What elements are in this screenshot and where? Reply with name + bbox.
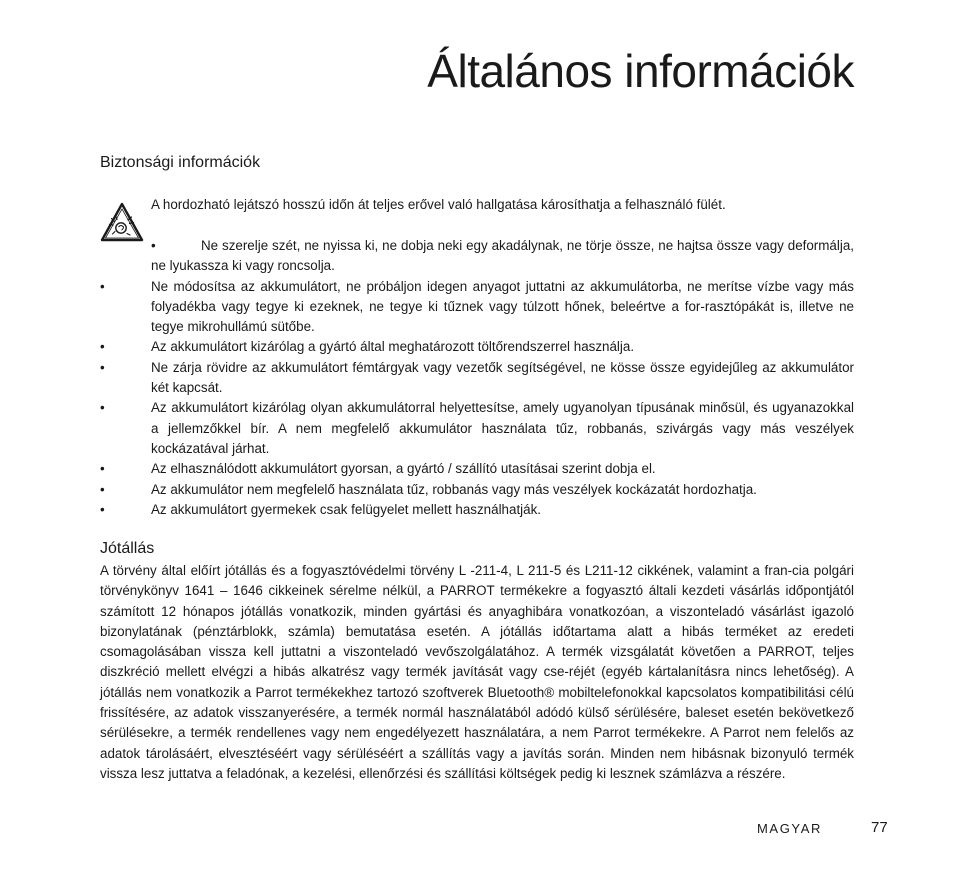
warranty-heading: Jótállás	[100, 540, 155, 557]
list-item-text: Az akkumulátort kizárólag olyan akkumulátorral helyettesítse, amely ugyanolyan típusának minősül, és ugyanazokkal a jellemzőkkel bír. A nem megfelelő akkumulátor használata tűz, robbanás, szivárgás vagy más veszélyek kockázatával járhat.	[151, 400, 854, 456]
bullet-marker: •	[100, 359, 105, 375]
list-item-text: Ne zárja rövidre az akkumulátort fémtárgyak vagy vezetők segítségével, ne kösse össze egyidejűleg az akkumulátor két kapcsát.	[151, 359, 854, 396]
page-number: 77	[871, 819, 888, 836]
list-item	[100, 459, 854, 479]
list-item	[100, 398, 854, 459]
list-item	[100, 358, 854, 399]
list-item	[100, 277, 854, 338]
bullet-marker: •	[100, 501, 105, 517]
bullet-marker: •	[100, 339, 105, 355]
bullet-marker: •	[100, 461, 105, 477]
safety-bullet-list	[100, 236, 854, 520]
list-item-text: Ne módosítsa az akkumulátort, ne próbáljon idegen anyagot juttatni az akkumulátorba, ne merítse vízbe vagy más folyadékba vagy tegye ki ezeknek, ne tegye ki tűznek vagy túlzott hőnek, beleértve a for-rasztópákát is, illetve ne tegye mikrohullámú sütőbe.	[151, 278, 854, 335]
footer-language: MAGYAR	[757, 821, 822, 836]
warranty-body: A törvény által előírt jótállás és a fogyasztóvédelmi törvény L -211-4, L 211-5 és L211-12 cikkének, valamint a fran-cia polgári törvénykönyv 1641 – 1646 cikkeinek sérelme nélkül, a PARROT termékekre a fogyasztó általi kezdeti vásárlás időpontjától számított 12 hónapos jótállás vonatkozik, minden gyártási és anyaghibára vonatkozóan, a viszonteladó vásárlást igazoló bizonylatának (pénztárblokk, számla) bemutatása esetén. A jótállás időtartama alatt a hibás terméket az eredeti csomagolásában vissza kell juttatni a viszonteladó vevőszolgálatához. A termék vizsgálatát követően a PARROT, teljes diszkréció mellett elvégzi a hibás alkatrész vagy termék javítását vagy cse-réjét (egyéb kártalanításra nincs lehetőség). A jótállás nem vonatkozik a Parrot termékekhez tartozó szoftverek Bluetooth® mobiltelefonokkal kapcsolatos kompatibilitási célú frissítésére, az adatok visszanyerésére, a termék normál használatából adódó külső sérülésére, baleset esetén bekövetkező sérülésekre, a termék rendellenes vagy nem engedélyezett használatára, a nem Parrot termékekre. A Parrot nem felelős az adatok tárolásáért, elvesztéséért vagy sérüléséért a szállítás vagy a javítás során. Minden nem hibásnak bizonyuló termék vissza lesz juttatva a feladónak, a kezelési, ellenőrzési és szállítási költségek pedig ki lesznek számlázva a részére.	[100, 563, 854, 781]
list-item	[100, 480, 854, 500]
bullet-marker: •	[100, 400, 105, 416]
list-item	[100, 337, 854, 357]
list-item-text: Ne szerelje szét, ne nyissa ki, ne dobja neki egy akadálynak, ne törje össze, ne hajtsa össze vagy deformálja, ne lyukassza ki vagy roncsolja.	[151, 238, 854, 274]
list-item-text: Az elhasználódott akkumulátort gyorsan, a gyártó / szállító utasításai szerint dobja el.	[151, 461, 656, 477]
bullet-marker: •	[151, 238, 156, 253]
list-item	[100, 500, 854, 520]
page-title: Általános információk	[427, 45, 854, 97]
list-item-text: Az akkumulátort gyermekek csak felügyelet mellett használhatják.	[151, 501, 541, 517]
bullet-marker: •	[100, 481, 105, 497]
safety-heading: Biztonsági információk	[100, 154, 261, 171]
hearing-warning-text: A hordozható lejátszó hosszú időn át teljes erővel való hallgatása károsíthatja a felhasználó fülét.	[151, 197, 726, 212]
list-item-text: Az akkumulátor nem megfelelő használata tűz, robbanás vagy más veszélyek kockázatát hordozhatja.	[151, 481, 757, 497]
list-item	[100, 236, 854, 277]
bullet-marker: •	[100, 278, 105, 294]
list-item-text: Az akkumulátort kizárólag a gyártó által meghatározott töltőrendszerrel használja.	[151, 339, 635, 355]
